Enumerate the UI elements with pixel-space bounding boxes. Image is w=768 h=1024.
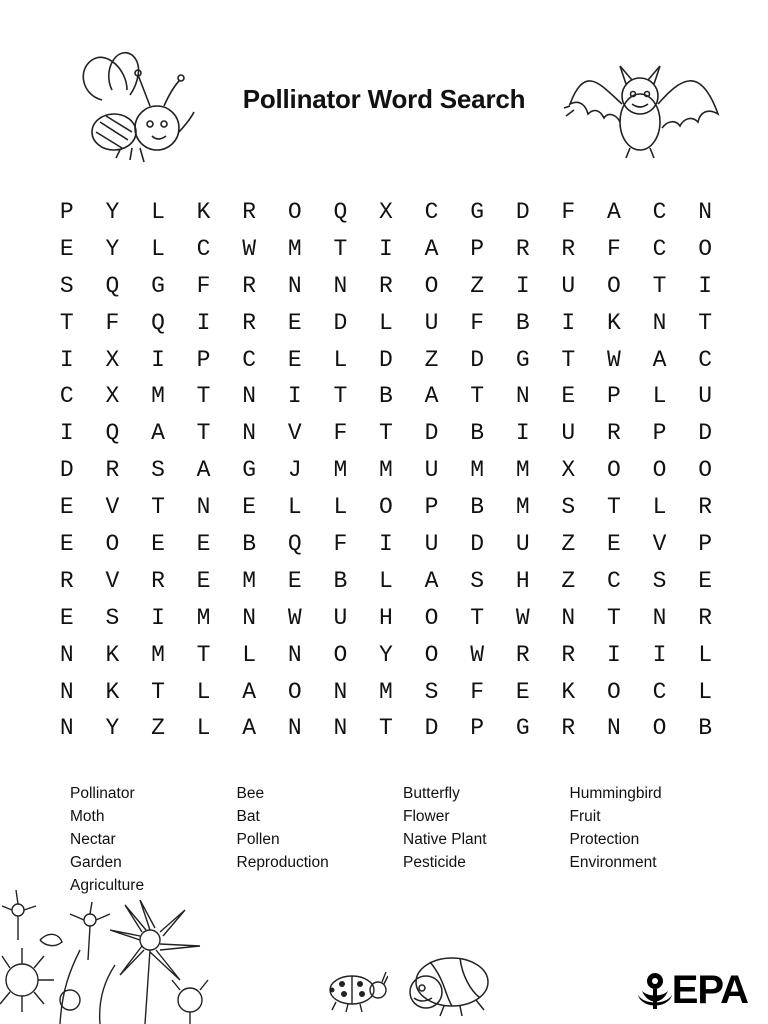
grid-cell[interactable]: E <box>59 494 74 521</box>
grid-cell[interactable]: B <box>698 715 713 742</box>
grid-cell[interactable]: P <box>698 531 713 558</box>
grid-cell[interactable]: L <box>333 494 348 521</box>
grid-cell[interactable]: K <box>105 678 120 705</box>
bat-illustration <box>560 44 725 164</box>
grid-cell[interactable]: O <box>652 457 667 484</box>
grid-cell[interactable]: C <box>424 199 439 225</box>
grid-cell[interactable]: E <box>196 567 211 594</box>
grid-cell[interactable]: E <box>242 494 257 521</box>
grid-cell[interactable]: M <box>379 678 393 705</box>
grid-cell[interactable]: R <box>105 457 120 484</box>
word-item: Garden <box>70 854 122 871</box>
grid-cell[interactable]: I <box>151 346 165 373</box>
grid-cell[interactable]: E <box>196 531 211 558</box>
word-item: Nectar <box>70 831 116 848</box>
grid-cell[interactable]: L <box>242 641 257 668</box>
grid-cell[interactable]: S <box>105 604 120 631</box>
grid-cell[interactable]: H <box>515 567 530 594</box>
grid-cell[interactable]: C <box>59 383 74 410</box>
grid-cell[interactable]: R <box>151 567 165 594</box>
grid-cell[interactable]: P <box>470 715 485 742</box>
grid-cell[interactable]: O <box>424 604 439 631</box>
grid-cell[interactable]: N <box>242 420 257 447</box>
grid-cell[interactable]: R <box>607 420 621 447</box>
grid-cell[interactable]: O <box>652 715 667 742</box>
grid-cell[interactable]: F <box>333 531 348 558</box>
grid-cell[interactable]: R <box>698 604 713 631</box>
grid-cell[interactable]: E <box>607 531 621 558</box>
grid-cell[interactable]: P <box>652 420 667 447</box>
grid-cell[interactable]: L <box>333 346 348 373</box>
grid-cell[interactable]: T <box>333 235 348 262</box>
grid-cell[interactable]: T <box>379 715 393 742</box>
grid-cell[interactable]: H <box>379 604 393 631</box>
grid-cell[interactable]: B <box>379 383 393 410</box>
grid-cell[interactable]: W <box>242 235 257 262</box>
grid-cell[interactable]: G <box>151 272 165 299</box>
grid-cell[interactable]: D <box>470 531 485 558</box>
grid-cell[interactable]: I <box>379 531 393 558</box>
grid-cell[interactable]: S <box>561 494 576 521</box>
grid-cell[interactable]: F <box>333 420 348 447</box>
grid-cell[interactable]: V <box>652 531 667 558</box>
grid-row <box>44 452 728 489</box>
grid-cell[interactable]: D <box>333 309 348 336</box>
grid-cell[interactable]: R <box>561 715 576 742</box>
grid-cell[interactable]: N <box>698 199 713 225</box>
grid-cell[interactable]: O <box>105 531 120 558</box>
grid-cell[interactable]: R <box>515 235 530 262</box>
grid-cell[interactable]: I <box>515 272 530 299</box>
grid-cell[interactable]: E <box>59 531 74 558</box>
grid-cell[interactable]: E <box>515 678 530 705</box>
grid-cell[interactable]: E <box>59 235 74 262</box>
grid-cell[interactable]: X <box>105 383 120 410</box>
grid-cell[interactable]: U <box>561 272 576 299</box>
word-list-column <box>237 782 404 897</box>
grid-cell[interactable]: Q <box>105 272 120 299</box>
grid-cell[interactable]: Y <box>105 715 120 742</box>
grid-cell[interactable]: J <box>287 457 302 484</box>
grid-row <box>44 378 728 415</box>
grid-cell[interactable]: E <box>698 567 713 594</box>
grid-cell[interactable]: F <box>470 309 485 336</box>
word-item: Butterfly <box>403 785 460 802</box>
grid-cell[interactable]: I <box>607 641 621 668</box>
grid-cell[interactable]: Z <box>561 531 576 558</box>
grid-cell[interactable]: D <box>379 346 393 373</box>
grid-cell[interactable]: C <box>652 199 667 225</box>
grid-cell[interactable]: L <box>151 199 165 225</box>
grid-cell[interactable]: Z <box>424 346 439 373</box>
grid-cell[interactable]: U <box>698 383 713 410</box>
grid-cell[interactable]: G <box>470 199 485 225</box>
grid-cell[interactable]: A <box>242 715 257 742</box>
grid-cell[interactable]: L <box>698 641 713 668</box>
grid-cell[interactable]: R <box>242 309 257 336</box>
grid-row <box>44 710 728 747</box>
grid-cell[interactable]: C <box>242 346 257 373</box>
grid-cell[interactable]: E <box>151 531 165 558</box>
grid-cell[interactable]: A <box>424 567 439 594</box>
grid-cell[interactable]: B <box>242 531 257 558</box>
grid-cell[interactable]: K <box>196 199 211 225</box>
ladybug-illustration <box>322 962 388 1012</box>
grid-cell[interactable]: T <box>379 420 393 447</box>
grid-cell[interactable]: I <box>59 346 74 373</box>
grid-cell[interactable]: Q <box>151 309 165 336</box>
grid-cell[interactable]: T <box>470 383 485 410</box>
grid-cell[interactable]: U <box>333 604 348 631</box>
grid-cell[interactable]: G <box>515 346 530 373</box>
word-item: Pollinator <box>70 785 135 802</box>
grid-cell[interactable]: D <box>424 420 439 447</box>
grid-cell[interactable]: D <box>515 199 530 225</box>
grid-cell[interactable]: P <box>424 494 439 521</box>
grid-cell[interactable]: D <box>698 420 713 447</box>
grid-cell[interactable]: T <box>196 641 211 668</box>
grid-cell[interactable]: B <box>333 567 348 594</box>
grid-row <box>44 342 728 379</box>
grid-cell[interactable]: F <box>105 309 120 336</box>
grid-cell[interactable]: Z <box>470 272 485 299</box>
grid-cell[interactable]: E <box>561 383 576 410</box>
grid-cell[interactable]: T <box>333 383 348 410</box>
grid-cell[interactable]: W <box>515 604 530 631</box>
grid-cell[interactable]: N <box>652 309 667 336</box>
grid-cell[interactable]: I <box>151 604 165 631</box>
grid-row <box>44 563 728 600</box>
grid-cell[interactable]: L <box>379 567 393 594</box>
grid-cell[interactable]: L <box>652 494 667 521</box>
grid-cell[interactable]: O <box>379 494 393 521</box>
word-item: Fruit <box>569 808 601 825</box>
grid-cell[interactable]: Q <box>287 531 302 558</box>
grid-cell[interactable]: Y <box>379 641 393 668</box>
word-item: Bee <box>236 785 265 802</box>
grid-cell[interactable]: L <box>151 235 165 262</box>
grid-row <box>44 600 728 637</box>
grid-cell[interactable]: B <box>515 309 530 336</box>
grid-cell[interactable]: Q <box>105 420 120 447</box>
grid-cell[interactable]: M <box>151 383 165 410</box>
grid-cell[interactable]: W <box>607 346 621 373</box>
grid-cell[interactable]: W <box>470 641 485 668</box>
grid-cell[interactable]: U <box>515 531 530 558</box>
grid-cell[interactable]: L <box>379 309 393 336</box>
grid-cell[interactable]: M <box>333 457 348 484</box>
grid-cell[interactable]: N <box>59 715 74 742</box>
grid-cell[interactable]: A <box>242 678 257 705</box>
grid-row <box>44 415 728 452</box>
grid-cell[interactable]: T <box>652 272 667 299</box>
grid-cell[interactable]: S <box>59 272 74 299</box>
grid-cell[interactable]: N <box>242 604 257 631</box>
grid-cell[interactable]: M <box>379 457 393 484</box>
grid-row <box>44 194 728 231</box>
word-item: Pollen <box>236 831 280 848</box>
grid-cell[interactable]: I <box>652 641 667 668</box>
grid-cell[interactable]: T <box>59 309 74 336</box>
grid-cell[interactable]: U <box>424 457 439 484</box>
grid-cell[interactable]: O <box>424 272 439 299</box>
grid-cell[interactable]: I <box>59 420 74 447</box>
grid-cell[interactable]: A <box>607 199 621 225</box>
grid-cell[interactable]: V <box>105 567 120 594</box>
grid-cell[interactable]: K <box>105 641 120 668</box>
grid-cell[interactable]: R <box>561 641 576 668</box>
word-item: Flower <box>403 808 450 825</box>
word-list-column <box>403 782 570 897</box>
word-item: Bat <box>236 808 260 825</box>
grid-cell[interactable]: D <box>470 346 485 373</box>
word-item: Hummingbird <box>569 785 662 802</box>
grid-cell[interactable]: T <box>607 604 621 631</box>
grid-cell[interactable]: M <box>242 567 257 594</box>
grid-cell[interactable]: I <box>287 383 302 410</box>
grid-cell[interactable]: X <box>379 199 393 225</box>
grid-cell[interactable]: F <box>561 199 576 225</box>
grid-cell[interactable]: O <box>607 678 621 705</box>
grid-cell[interactable]: T <box>470 604 485 631</box>
letter-grid <box>44 194 728 747</box>
grid-cell[interactable]: O <box>287 678 302 705</box>
grid-cell[interactable]: Q <box>333 199 348 225</box>
grid-cell[interactable]: F <box>470 678 485 705</box>
grid-cell[interactable]: N <box>196 494 211 521</box>
word-item: Protection <box>569 831 640 848</box>
grid-cell[interactable]: O <box>424 641 439 668</box>
grid-cell[interactable]: A <box>151 420 165 447</box>
grid-cell[interactable]: M <box>151 641 165 668</box>
grid-cell[interactable]: X <box>105 346 120 373</box>
grid-cell[interactable]: R <box>379 272 393 299</box>
grid-cell[interactable]: C <box>652 678 667 705</box>
grid-cell[interactable]: N <box>515 383 530 410</box>
grid-cell[interactable]: L <box>196 678 211 705</box>
epa-flower-icon <box>638 971 672 1011</box>
grid-cell[interactable]: R <box>515 641 530 668</box>
grid-cell[interactable]: U <box>561 420 576 447</box>
grid-cell[interactable]: I <box>515 420 530 447</box>
grid-cell[interactable]: Y <box>105 199 120 225</box>
epa-logo <box>638 968 748 1013</box>
grid-cell[interactable]: F <box>196 272 211 299</box>
grid-cell[interactable]: L <box>287 494 302 521</box>
grid-cell[interactable]: T <box>698 309 713 336</box>
grid-cell[interactable]: S <box>470 567 485 594</box>
grid-cell[interactable]: T <box>561 346 576 373</box>
grid-cell[interactable]: C <box>652 235 667 262</box>
grid-cell[interactable]: Z <box>151 715 165 742</box>
grid-cell[interactable]: X <box>561 457 576 484</box>
grid-cell[interactable]: W <box>287 604 302 631</box>
grid-row <box>44 637 728 674</box>
grid-row <box>44 231 728 268</box>
grid-cell[interactable]: S <box>424 678 439 705</box>
grid-cell[interactable]: I <box>379 235 393 262</box>
grid-cell[interactable]: C <box>196 235 211 262</box>
grid-cell[interactable]: N <box>333 678 348 705</box>
word-item: Agriculture <box>70 877 145 894</box>
word-item: Native Plant <box>403 831 487 848</box>
grid-cell[interactable]: M <box>470 457 485 484</box>
grid-cell[interactable]: N <box>287 641 302 668</box>
word-item: Pesticide <box>403 854 466 871</box>
grid-cell[interactable]: R <box>242 199 257 225</box>
grid-row <box>44 489 728 526</box>
word-item: Environment <box>569 854 657 871</box>
flowers-illustration <box>0 880 220 1024</box>
grid-cell[interactable]: S <box>652 567 667 594</box>
page-title: Pollinator Word Search <box>242 84 526 114</box>
grid-cell[interactable]: I <box>196 309 211 336</box>
grid-cell[interactable]: T <box>607 494 621 521</box>
grid-cell[interactable]: Y <box>105 235 120 262</box>
grid-cell[interactable]: E <box>287 567 302 594</box>
grid-cell[interactable]: O <box>607 272 621 299</box>
grid-cell[interactable]: L <box>196 715 211 742</box>
grid-cell[interactable]: R <box>561 235 576 262</box>
grid-cell[interactable]: R <box>698 494 713 521</box>
grid-cell[interactable]: O <box>287 199 302 225</box>
word-item: Reproduction <box>236 854 329 871</box>
grid-cell[interactable]: O <box>333 641 348 668</box>
grid-cell[interactable]: N <box>652 604 667 631</box>
grid-row <box>44 268 728 305</box>
grid-cell[interactable]: N <box>59 641 74 668</box>
grid-cell[interactable]: B <box>470 494 485 521</box>
grid-cell[interactable]: A <box>424 235 439 262</box>
grid-cell[interactable]: A <box>424 383 439 410</box>
grid-cell[interactable]: M <box>515 494 530 521</box>
grid-cell[interactable]: G <box>242 457 257 484</box>
grid-cell[interactable]: V <box>105 494 120 521</box>
grid-cell[interactable]: P <box>607 383 621 410</box>
grid-cell[interactable]: O <box>698 235 713 262</box>
grid-cell[interactable]: L <box>652 383 667 410</box>
grid-cell[interactable]: T <box>196 383 211 410</box>
grid-cell[interactable]: S <box>151 457 165 484</box>
epa-logo-text: EPA <box>671 968 748 1012</box>
grid-cell[interactable]: T <box>151 494 165 521</box>
grid-cell[interactable]: T <box>196 420 211 447</box>
grid-cell[interactable]: N <box>242 383 257 410</box>
grid-cell[interactable]: K <box>561 678 576 705</box>
grid-cell[interactable]: N <box>59 678 74 705</box>
grid-cell[interactable]: A <box>652 346 667 373</box>
grid-cell[interactable]: N <box>333 715 348 742</box>
grid-cell[interactable]: C <box>698 346 713 373</box>
grid-cell[interactable]: N <box>561 604 576 631</box>
grid-cell[interactable]: G <box>515 715 530 742</box>
grid-cell[interactable]: E <box>59 604 74 631</box>
grid-cell[interactable]: U <box>424 309 439 336</box>
grid-cell[interactable]: C <box>607 567 621 594</box>
word-list-column <box>570 782 737 897</box>
grid-cell[interactable]: P <box>196 346 211 373</box>
grid-row <box>44 526 728 563</box>
word-item: Moth <box>70 808 105 825</box>
grid-cell[interactable]: R <box>242 272 257 299</box>
grid-row <box>44 674 728 711</box>
grid-cell[interactable]: V <box>287 420 302 447</box>
grid-cell[interactable]: E <box>287 346 302 373</box>
grid-cell[interactable]: N <box>287 715 302 742</box>
grid-cell[interactable]: L <box>698 678 713 705</box>
grid-cell[interactable]: F <box>607 235 621 262</box>
grid-cell[interactable]: D <box>424 715 439 742</box>
grid-cell[interactable]: E <box>287 309 302 336</box>
grid-row <box>44 305 728 342</box>
grid-cell[interactable]: I <box>561 309 576 336</box>
grid-cell[interactable]: N <box>607 715 621 742</box>
grid-cell[interactable]: P <box>59 199 74 225</box>
grid-cell[interactable]: T <box>151 678 165 705</box>
grid-cell[interactable]: O <box>698 457 713 484</box>
grid-cell[interactable]: B <box>470 420 485 447</box>
grid-cell[interactable]: M <box>287 235 302 262</box>
grid-cell[interactable]: M <box>196 604 211 631</box>
grid-cell[interactable]: U <box>424 531 439 558</box>
grid-cell[interactable]: I <box>698 272 713 299</box>
grid-cell[interactable]: O <box>607 457 621 484</box>
grid-cell[interactable]: M <box>515 457 530 484</box>
grid-cell[interactable]: Z <box>561 567 576 594</box>
grid-cell[interactable]: D <box>59 457 74 484</box>
grid-cell[interactable]: N <box>333 272 348 299</box>
beetle-illustration <box>400 950 496 1020</box>
grid-cell[interactable]: K <box>607 309 621 336</box>
grid-cell[interactable]: A <box>196 457 211 484</box>
grid-cell[interactable]: R <box>59 567 74 594</box>
grid-cell[interactable]: N <box>287 272 302 299</box>
grid-cell[interactable]: P <box>470 235 485 262</box>
